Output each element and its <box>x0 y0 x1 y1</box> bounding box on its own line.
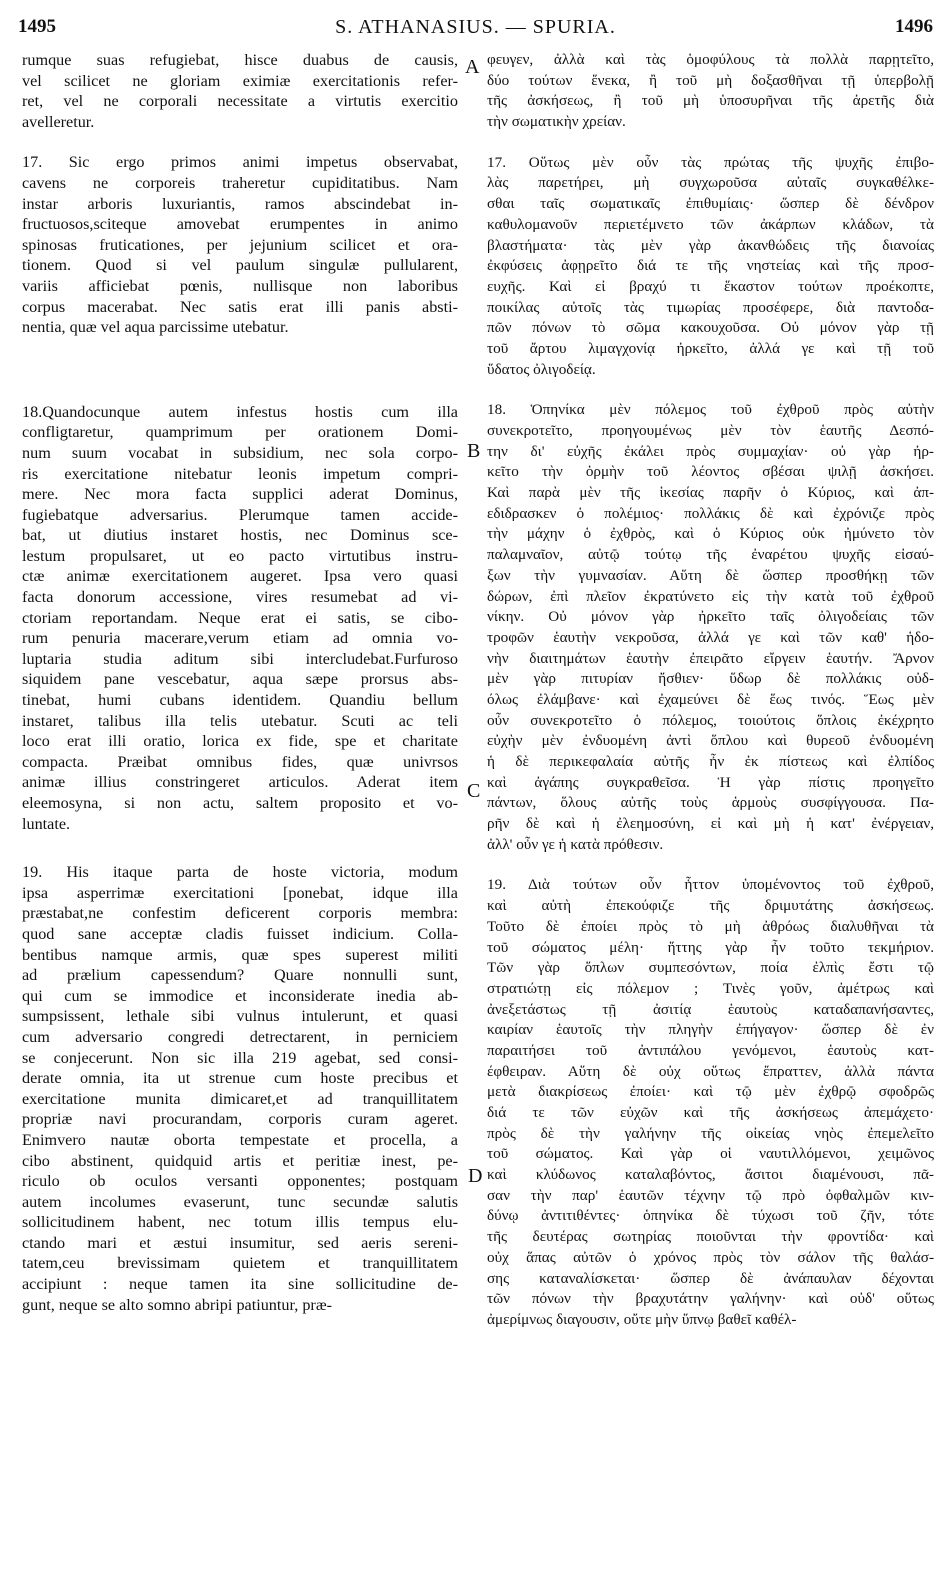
text-line: riculo ob oculos versanti opponentes; postquam <box>22 1172 458 1191</box>
text-line: tatem,ceu brevissimam quietem et tranquillitatem <box>22 1254 458 1273</box>
text-line: 19. His itaque parta de hoste victoria, modum <box>22 863 458 882</box>
text-line: καθυλομανοῦν περιετέμνετο τῶν ἀκάρπων κλάδων, τὰ <box>487 215 934 233</box>
text-line: exercitatione munita dimicaret,et ad tranquillitatem <box>22 1089 458 1108</box>
text-line: cibo abstinent, quidquid artis et peritiæ inest, pe- <box>22 1151 458 1170</box>
text-line: την δι' εὐχῆς ἐκάλει πρὸς συμμαχίαν· οὐ γὰρ ἠρ- <box>487 442 934 460</box>
text-line: corpus macerabat. Nec satis erat illi panis absti- <box>22 297 458 316</box>
greek-paragraph-17 <box>487 153 934 381</box>
text-line: Enimvero nautæ oborta tempestate et procella, a <box>22 1130 458 1149</box>
text-line: ipsa asperrimæ exercitationi [ponebat, idque illa <box>22 883 458 902</box>
text-line: όλως ἐλάμβανε· καὶ ἐχαμεύνει δὲ ἕως τινός. Ἕως μὲν <box>487 690 934 708</box>
text-line: ad prælium capessendum? Quare nonnulli sunt, <box>22 966 458 985</box>
text-line: bat, ut diutius instaret hostis, nec Dominus sce- <box>22 526 458 545</box>
text-line: κεῖτο τὴν ὁρμὴν τοῦ λέοντος σβέσαι ψιλῇ ἀσκήσει. <box>487 463 934 481</box>
text-line: 17. Sic ergo primos animi impetus observabat, <box>22 153 458 172</box>
text-line: instar arboris luxuriantis, ramos abscindebat in- <box>22 194 458 213</box>
text-line: spinosas fruticationes, per jejunium scilicet et ora- <box>22 235 458 254</box>
text-line: μὲν γὰρ πιτυρίαν ἤσθιεν· ὕδωρ δὲ πολλάκις οὐδ- <box>487 670 934 688</box>
text-line: στρατιώτῃ εἰς πόλεμον ; Τινὲς γοῦν, ἀμέτρως καὶ <box>487 979 934 997</box>
text-line: ποικίλας αὐτοῖς τὰς τιμωρίας προσέφερε, διὰ παντοδα- <box>487 298 934 316</box>
text-line: δύνῳ ἀντιτιθέντες· ὁπηνίκα δὲ τύχωσι τοῦ ζῆν, τότε <box>487 1207 934 1225</box>
text-line: animæ illius constringeret articulos. Aderat item <box>22 773 458 792</box>
text-line: gunt, neque se alto somno abripi patiuntur, præ- <box>22 1295 333 1314</box>
text-line: τῆς δευτέρας σωτηρίας ποιοῦνται τὴν φροντίδα· καὶ <box>487 1228 934 1246</box>
text-line: siquidem pane vescebatur, aqua sæpe prorsus abs- <box>22 670 458 689</box>
text-line: fructuosos,sciteque amovebat erumpentes in animo <box>22 215 458 234</box>
text-line: tionem. Quod si vel paulum singulæ pullularent, <box>22 256 458 275</box>
text-line: ris exercitatione nitebatur leonis impetum compri- <box>22 464 458 483</box>
text-line: ctando mari et æstui insumitur, sed aeris sereni- <box>22 1233 458 1252</box>
text-line: instaret, talibus illa telis utebatur. Scuti ac teli <box>22 711 458 730</box>
text-line: ρῆν δὲ καὶ ἡ ἐλεημοσύνη, εἰ καὶ μὴ ἡ κατ' ἐνέργειαν, <box>487 815 934 833</box>
latin-paragraph-19 <box>22 862 458 1315</box>
text-line: μετὰ διακρίσεως ἐποίει· καὶ τῷ μὲν ἐχθρῷ σφοδρῶς <box>487 1083 934 1101</box>
text-line: πῶν πόνων τὸ σῶμα κακουχοῦσα. Οὐ μόνον γὰρ τῇ <box>487 319 934 337</box>
text-line: ctoriam reportandam. Neque erat ei satis, se cibo- <box>22 608 458 627</box>
text-line: βλαστήματα· τὰς μὲν γὰρ ἀκανθώδεις τῆς διανοίας <box>487 236 934 254</box>
text-line: δύο τούτων ἕνεκα, ἢ τοῦ μὴ δοξασθῆναι τῇ ὑπερβολῇ <box>487 71 934 89</box>
text-line: num suum vocabat in subsidium, nec sola corpo- <box>22 443 458 462</box>
text-line: καὶ ἀγάπης συγκραθεῖσα. Ἡ γὰρ πίστις προηγεῖτο <box>487 773 934 791</box>
text-line: eleemosyna, si non actu, saltem proposito et vo- <box>22 794 458 812</box>
text-line: Τοῦτο δὲ ἐποίει πρὸς τὸ μὴ ἀθρόως διαλυθῆναι τὰ <box>487 917 934 935</box>
text-line: ctæ animæ exercitationem augeret. Ipsa vero quasi <box>22 567 458 586</box>
text-line: λὰς παρετήρει, μὴ συγχωροῦσα αὐταῖς συγκαθέλκε- <box>487 174 934 192</box>
text-line: ὕδατος ὀλιγοδείᾳ. <box>487 360 596 378</box>
latin-column <box>22 50 458 1315</box>
text-line: καὶ αὐτὴ ἐπεκούφιζε τῆς δριμυτάτης ἀσκήσεως. <box>487 897 934 915</box>
text-line: τοῦ σώματος. Καὶ γὰρ οἱ ναυτιλλόμενοι, χειμῶνος <box>487 1145 934 1163</box>
text-line: vel scilicet ne gloriam eximiæ exercitationis refer- <box>22 71 458 90</box>
text-line: confligtaretur, quamprimum per orationem Domi- <box>22 423 458 442</box>
margin-letter-a: A <box>465 56 480 78</box>
margin-letter-c: C <box>467 780 481 802</box>
text-line: ἡ δὲ περικεφαλαία αὐτῆς ἦν ἐκ πίστεως καὶ ἐλπίδος <box>487 753 934 770</box>
text-line: διά τε τῶν εὐχῶν καὶ τῆς ἀσκήσεως ἀπεμάχετο· <box>487 1104 934 1121</box>
text-line: Καὶ παρὰ μὲν τῆς ἱκεσίας παρῆν ὁ Κύριος, καὶ ἀπ- <box>487 484 934 502</box>
text-line: ευχῆς. Καὶ εἰ βραχύ τι ἕκαστον τούτων προέκοπτε, <box>487 277 934 295</box>
text-line: ἀμερίμνως διαγουσιν, οὔτε μὴν ὕπνῳ βαθεῖ καθέλ- <box>487 1310 797 1328</box>
text-line: σθαι ταῖς σωματικαῖς ἐπιθυμίαις· ὥσπερ δὲ δένδρον <box>487 195 934 213</box>
text-line: lestum propulsaret, ut eo pacto virtutibus instru- <box>22 546 458 565</box>
text-line: τοῦ σώματος μέλη· ἥττης γὰρ ἦν τοῦτο τεκμήριον. <box>487 938 934 956</box>
text-line: autem incolumes evaserunt, tunc secundæ salutis <box>22 1192 458 1211</box>
text-line: qui cum se immodice et inconsiderate inedia ab- <box>22 986 458 1005</box>
text-line: πρὸς δὲ τὴν γαλήνην τῆς οἰκείας νηὸς ἐπεμελεῖτο <box>487 1124 934 1142</box>
text-line: παραιτήσει τοῦ ἀντιπάλου γενόμενοι, ἑαυτοὺς κατ- <box>487 1041 934 1059</box>
text-line: accipiunt : neque tamen ita sine sollicitudine de- <box>22 1275 458 1294</box>
text-line: ἀλλ' οὖν γε ἡ κατὰ πρόθεσιν. <box>487 835 664 853</box>
text-line: καιρίαν ἑαυτοῖς τὴν πληγὴν ἐπήγαγον· ὥσπερ δὲ ἐν <box>487 1021 934 1039</box>
text-line: variis afficiebat pœnis, nullisque non laboribus <box>22 276 458 295</box>
latin-paragraph-17 <box>22 152 458 337</box>
text-line: tinebat, humi cubans identidem. Quandiu bellum <box>22 691 458 710</box>
text-line: propriæ navi procurandam, corporis curam ageret. <box>22 1110 458 1129</box>
text-line: cum adversario congredi detrectarent, in perniciem <box>22 1027 458 1046</box>
text-line: τὴν σωματικὴν χρείαν. <box>487 113 626 131</box>
text-line: luntate. <box>22 814 71 833</box>
text-line: φευγεν, ἀλλὰ καὶ τὰς ὁμοφύλους τὰ πολλὰ παρῃτεῖτο, <box>487 51 934 68</box>
text-line: τὴν μάχην ὁ ἐχθρὸς, καὶ ὁ Κύριος οὐκ ἠμύνετο τὸν <box>487 525 934 543</box>
text-line: τῆς ἀσκήσεως, ἢ τοῦ μὴ ὑποσυρῆναι τῆς ἀρετῆς διὰ <box>487 92 934 110</box>
text-line: 18.Quandocunque autem infestus hostis cum illa <box>22 402 458 421</box>
text-line: derate omnia, ita ut strenue cum hoste precibus et <box>22 1069 458 1088</box>
text-line: καὶ κλύδωνος καταλαβόντος, ἄσιτοι διαμένουσι, πᾶ- <box>487 1166 934 1184</box>
text-line: quod sane acceptæ cladis fuisset indicium. Colla- <box>22 924 458 943</box>
text-line: rumque suas refugiebat, hisce duabus de causis, <box>22 51 458 69</box>
text-line: sumpsissent, lethale sibi vulnus intulerunt, et quasi <box>22 1007 458 1026</box>
text-line: avelleretur. <box>22 112 95 131</box>
text-line: νὴν διαιτημάτων ἑαυτὴν ἐπειρᾶτο εἴργειν ἑαυτήν. Ἄρνον <box>487 649 934 667</box>
text-line: nentia, quæ vel aqua parcissime utebatur. <box>22 318 289 337</box>
text-line: præstabat,ne confestim deficerent corporis membra: <box>22 904 458 923</box>
latin-paragraph-16 <box>22 50 458 132</box>
text-line: ret, vel ne corporali necessitate a virtutis exercitio <box>22 92 458 111</box>
greek-paragraph-18 <box>487 400 934 855</box>
text-line: 19. Διὰ τούτων οὖν ἧττον ὑπομένοντος τοῦ ἐχθροῦ, <box>487 876 934 894</box>
text-line: πάντων, ὅλους αὐτῆς τοὺς ἁρμοὺς συσφίγγουσα. Πα- <box>487 794 934 812</box>
text-line: Τῶν γὰρ ὅπλων συμπεσόντων, ποία ἐλπὶς ἔστι τῷ <box>487 959 934 977</box>
text-line: mere. Nec mora facta supplici aderat Dominus, <box>22 485 458 504</box>
page-header <box>18 16 933 44</box>
text-line: ἀνεξετάστως τῇ ἀσιτίᾳ ἑαυτοὺς καταδαπανήσαντες, <box>487 1000 934 1018</box>
latin-paragraph-18 <box>22 402 458 834</box>
text-line: οὐχ ἅπας αὐτῶν ὁ χρόνος πρὸς τὸν σάλον τῆς θαλάσ- <box>487 1248 934 1266</box>
text-line: fugiebatque adversarius. Plerumque tamen accide- <box>22 505 458 524</box>
text-line: εὐχὴν μὲν ἐνδυομένη ἀντὶ ὅπλου καὶ θυρεοῦ ἐνδυομένη <box>487 732 934 750</box>
text-line: σαν τὴν παρ' ἑαυτῶν τέχνην τῷ πρὸ ὀφθαλμῶν κιν- <box>487 1186 934 1204</box>
margin-letter-d: D <box>468 1165 483 1187</box>
text-line: οὖν συνεκροτεῖτο ὁ πόλεμος, τοιούτοις ὅπλοις ἐκέχρητο <box>487 711 934 729</box>
text-line: παλαμναῖον, αὐτῷ τούτῳ τῆς ἐναρέτου ψυχῆς εἰσαύ- <box>487 546 934 564</box>
text-line: δώρων, ἐπὶ πλεῖον ἐκρατύνετο εἰς τὴν κατὰ τοῦ ἐχθροῦ <box>487 587 934 605</box>
text-line: rum penuria macerare,verum etiam ad omnia vo- <box>22 629 458 648</box>
text-line: τῶν πόνων τὴν βραχυτάτην γαλήνην· καὶ οὐδ' οὕτως <box>487 1290 934 1308</box>
greek-paragraph-16 <box>487 50 934 133</box>
text-line: bentibus namque armis, quæ spes superest militi <box>22 945 458 964</box>
text-line: ἐκφύσεις ἀφῃρεῖτο διά τε τῆς νηστείας καὶ τῆς προσ- <box>487 257 934 275</box>
margin-letter-b: B <box>467 440 481 462</box>
page-number-left: 1495 <box>18 16 56 37</box>
text-line: νίκην. Οὐ μόνον γὰρ ἠρκεῖτο ταῖς ὀλιγοδείαις τῶν <box>487 608 934 626</box>
text-line: σης καταναλίσκεται· ὥσπερ δὲ ἀνάπαυλαν δέχονται <box>487 1269 934 1287</box>
text-line: facta donorum accessione, vires resumebat ad vi- <box>22 588 458 607</box>
text-line: συνεκροτεῖτο, προηγουμένως μὲν τὸν ἑαυτῆς Δεσπό- <box>487 422 934 439</box>
text-line: loco erat illi oratio, lorica ex fide, spe et charitate <box>22 732 458 751</box>
greek-paragraph-19 <box>487 875 934 1330</box>
text-line: se conjecerunt. Non sic illa 219 agebat, sed consi- <box>22 1048 458 1067</box>
text-line: compacta. Præibat omnibus fides, quæ univrsos <box>22 752 458 771</box>
greek-column <box>487 50 934 1331</box>
text-line: έφθειραν. Αὕτη δὲ οὐχ οὕτως ἔπραττεν, ἀλλὰ πάντα <box>487 1062 934 1080</box>
text-line: 17. Οὕτως μὲν οὖν τὰς πρώτας τῆς ψυχῆς ἐπιβο- <box>487 153 934 171</box>
text-line: cavens ne corporeis traheretur cupiditatibus. Nam <box>22 173 458 192</box>
text-line: τοῦ ἄρτου λιμαγχονίᾳ ἠρκεῖτο, ἀλλά γε καὶ τῇ τοῦ <box>487 339 934 357</box>
text-line: 18. Ὁπηνίκα μὲν πόλεμος τοῦ ἐχθροῦ πρὸς αὐτὴν <box>487 401 934 419</box>
text-line: sollicitudinem habent, nec totum illis tempus elu- <box>22 1213 458 1232</box>
page-number-right: 1496 <box>895 16 933 37</box>
text-line: εδιδρασκεν ὁ πολέμιος· πολλάκις δὲ καὶ ἐχρόνιζε πρὸς <box>487 504 934 522</box>
text-line: τροφῶν ἑαυτὴν νεκροῦσα, ἀλλά γε καὶ τῶν καθ' ἡδο- <box>487 628 934 646</box>
running-title: S. ATHANASIUS. — SPURIA. <box>335 16 616 38</box>
text-line: luptaria studia aditum sibi intercludebat.Furfuroso <box>22 649 458 668</box>
text-line: ξων τὴν γυμνασίαν. Αὕτη δὲ ὥσπερ προσθήκῃ τῶν <box>487 566 934 584</box>
